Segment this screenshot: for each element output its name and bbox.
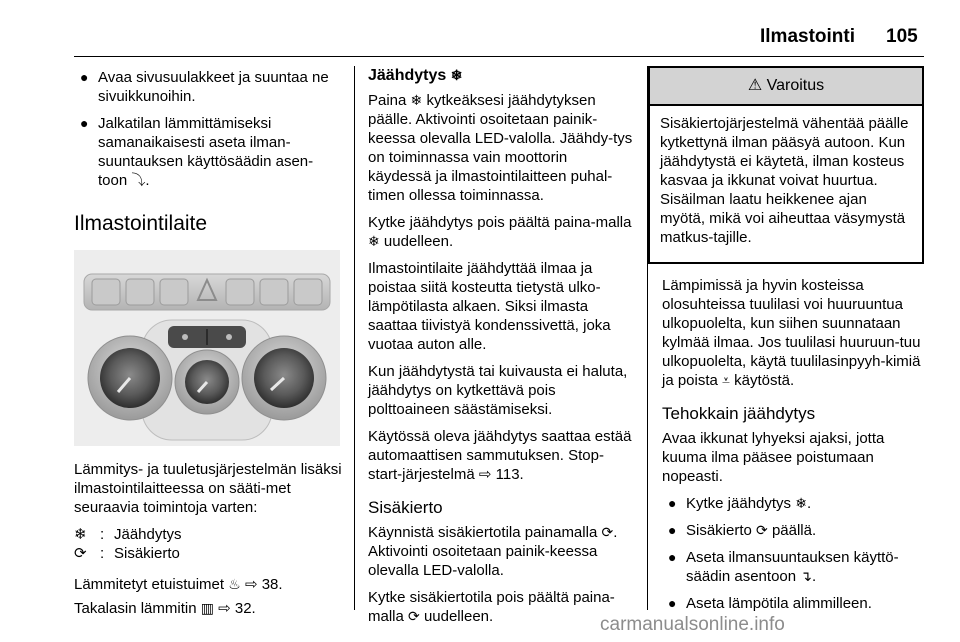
body-vent-icon: ↴ — [800, 568, 812, 584]
page-reference-arrow-icon: ⇨ — [244, 576, 258, 593]
list-item-text: Jalkatilan lämmittämiseksi samanaikaisesti aseta ilman-suuntauksen käyttösäädin asen-toon — [98, 115, 314, 189]
list-item-text: Aseta ilmansuuntauksen käyttö-säädin asentoon — [686, 549, 899, 585]
section-title-recirculation: Sisäkierto — [368, 498, 443, 517]
paragraph — [368, 213, 634, 251]
figure-caption: Lämmitys- ja tuuletusjärjestelmän lisäksi ilmastointilaitteessa on sääti-met seuraavia toimintoja varten: — [74, 461, 342, 516]
paragraph — [368, 523, 634, 580]
bullet-icon: ● — [668, 522, 677, 538]
paragraph: Kun jäähdytystä tai kuivausta ei haluta, jäähdytys on kytkettävä pois polttoaineen säästämiseksi. — [368, 363, 628, 418]
left-column-lower — [74, 460, 346, 626]
snowflake-icon: ❄ — [410, 92, 423, 108]
list-item-text: Kytke jäähdytys — [686, 495, 792, 512]
legend-row-cooling — [74, 525, 346, 544]
rear-window-heater-icon: ▥ — [200, 600, 214, 616]
middle-column — [368, 66, 634, 634]
bullet-icon: ● — [668, 495, 677, 511]
windshield-wiper-icon: ⩡ — [722, 372, 730, 388]
snowflake-icon: ❄ — [450, 67, 463, 83]
snowflake-icon: ❄ — [368, 233, 380, 249]
bullet-icon: ● — [80, 69, 89, 85]
legend-colon: : — [100, 545, 105, 562]
paragraph-text: Paina — [368, 92, 407, 109]
reference-rear-window-heater — [74, 599, 346, 618]
list-item-tail: . — [145, 172, 150, 189]
paragraph — [368, 427, 634, 484]
list-item — [662, 494, 928, 513]
page-number: 105 — [886, 26, 918, 47]
bullet-icon: ● — [668, 595, 677, 611]
list-item-text: päällä. — [771, 522, 817, 539]
section-title-max-cooling: Tehokkain jäähdytys — [662, 404, 816, 423]
reference-page: 113. — [495, 466, 524, 483]
warning-box — [648, 66, 924, 264]
list-item — [662, 548, 928, 586]
warning-body: Sisäkiertojärjestelmä vähentää päälle kytkettynä ilman pääsyä autoon. Kun jäähdytystä ei käytetä, ilman kosteus kasvaa ja ikkunat voivat huurtua. Sisäilman laatu heikkenee ajan myötä, mikä voi aiheuttaa väsymystä matkus-tajille. — [660, 115, 909, 246]
list-item-text: Aseta lämpötila alimmilleen. — [686, 595, 872, 612]
paragraph-text: Käytössä oleva jäähdytys saattaa estää automaattisen sammutuksen. Stop-start-järjestelmä — [368, 428, 632, 483]
paragraph — [662, 276, 928, 390]
list-item — [662, 594, 928, 613]
snowflake-icon: ❄ — [74, 526, 87, 543]
bullet-icon: ● — [668, 549, 677, 565]
snowflake-icon: ❄ — [795, 495, 807, 511]
column-divider-left — [354, 66, 355, 610]
paragraph — [368, 588, 634, 626]
floor-vent-icon: ⤵ — [131, 172, 146, 188]
header-rule — [74, 56, 924, 57]
reference-text: Takalasin lämmitin — [74, 600, 197, 617]
climate-control-illustration — [74, 250, 340, 446]
list-item-text: Avaa sivusuulakkeet ja suuntaa ne sivuikkunoihin. — [98, 69, 329, 105]
list-item — [662, 521, 928, 540]
heading-text: Jäähdytys — [368, 67, 447, 84]
section-title: Ilmastointilaite — [74, 212, 208, 235]
page-header-title: Ilmastointi — [760, 26, 856, 47]
section-title-cooling — [368, 66, 634, 85]
warning-icon: ⚠ — [747, 77, 763, 94]
reference-text: Lämmitetyt etuistuimet — [74, 576, 225, 593]
right-column — [662, 276, 928, 621]
paragraph-text: uudelleen. — [383, 233, 454, 250]
paragraph-text: . Aktivointi osoitetaan painik-keessa olevalla LED-valolla. — [368, 524, 618, 579]
warning-header — [650, 68, 922, 106]
page-reference-arrow-icon: ⇨ — [218, 600, 231, 617]
list-item — [74, 114, 342, 190]
reference-page: 38. — [261, 576, 283, 593]
list-item-tail: . — [812, 568, 817, 585]
recirculation-icon: ⟳ — [408, 608, 420, 624]
recirculation-icon: ⟳ — [601, 524, 614, 540]
legend-label: Sisäkierto — [114, 545, 180, 562]
list-item-tail: . — [806, 495, 812, 512]
left-column — [74, 68, 342, 233]
warning-title: Varoitus — [766, 77, 825, 94]
climate-panel-graphic — [74, 250, 340, 446]
reference-page: 32. — [234, 600, 256, 617]
paragraph-text: Kytke jäähdytys pois päältä paina-malla — [368, 214, 632, 231]
paragraph-text: uudelleen. — [423, 608, 494, 625]
legend-label: Jäähdytys — [114, 526, 182, 543]
paragraph-text: Lämpimissä ja hyvin kosteissa olosuhteissa tuulilasi voi huuruuntua ulkopuolelta, kun siihen suunnataan kylmää ilmaa. Jos tuulilasi huuruun-tuu ulkopuolelta, käytä tuulilasinpyyh-kimiä ja poista — [662, 277, 921, 389]
page-reference-arrow-icon: ⇨ — [478, 466, 492, 483]
legend-colon: : — [100, 526, 105, 543]
paragraph-text: Käynnistä sisäkiertotila painamalla — [368, 524, 598, 541]
heated-seat-icon: ♨ — [228, 576, 241, 592]
paragraph: Avaa ikkunat lyhyeksi ajaksi, jotta kuuma ilma pääsee poistumaan nopeasti. — [662, 430, 885, 485]
list-item-text: Sisäkierto — [686, 522, 752, 539]
reference-heated-seats — [74, 575, 346, 594]
watermark: carmanualsonline.info — [600, 614, 785, 635]
paragraph-text: käytöstä. — [734, 372, 795, 389]
bullet-icon: ● — [80, 115, 89, 131]
recirculation-icon: ⟳ — [74, 545, 87, 562]
paragraph: Ilmastointilaite jäähdyttää ilmaa ja poistaa siitä kosteutta tietystä ulko-lämpötilasta alkaen. Siksi ilmasta saattaa tiivistyä kondenssivettä, joka vuotaa auton alle. — [368, 260, 611, 353]
paragraph-text: kytkeäksesi jäähdytyksen päälle. Aktivointi osoitetaan painik-keessa olevalla LED-valolla. Jäähdy-tys on toiminnassa vain moottorin käydessä ja ilmastointilaitteen puhal-timen ollessa toiminnassa. — [368, 92, 633, 204]
paragraph — [368, 91, 634, 205]
legend-row-recirculation — [74, 544, 346, 563]
paragraph-text: Kytke sisäkiertotila pois päältä paina-malla — [368, 589, 615, 625]
recirculation-icon: ⟳ — [756, 522, 768, 538]
list-item — [74, 68, 342, 106]
